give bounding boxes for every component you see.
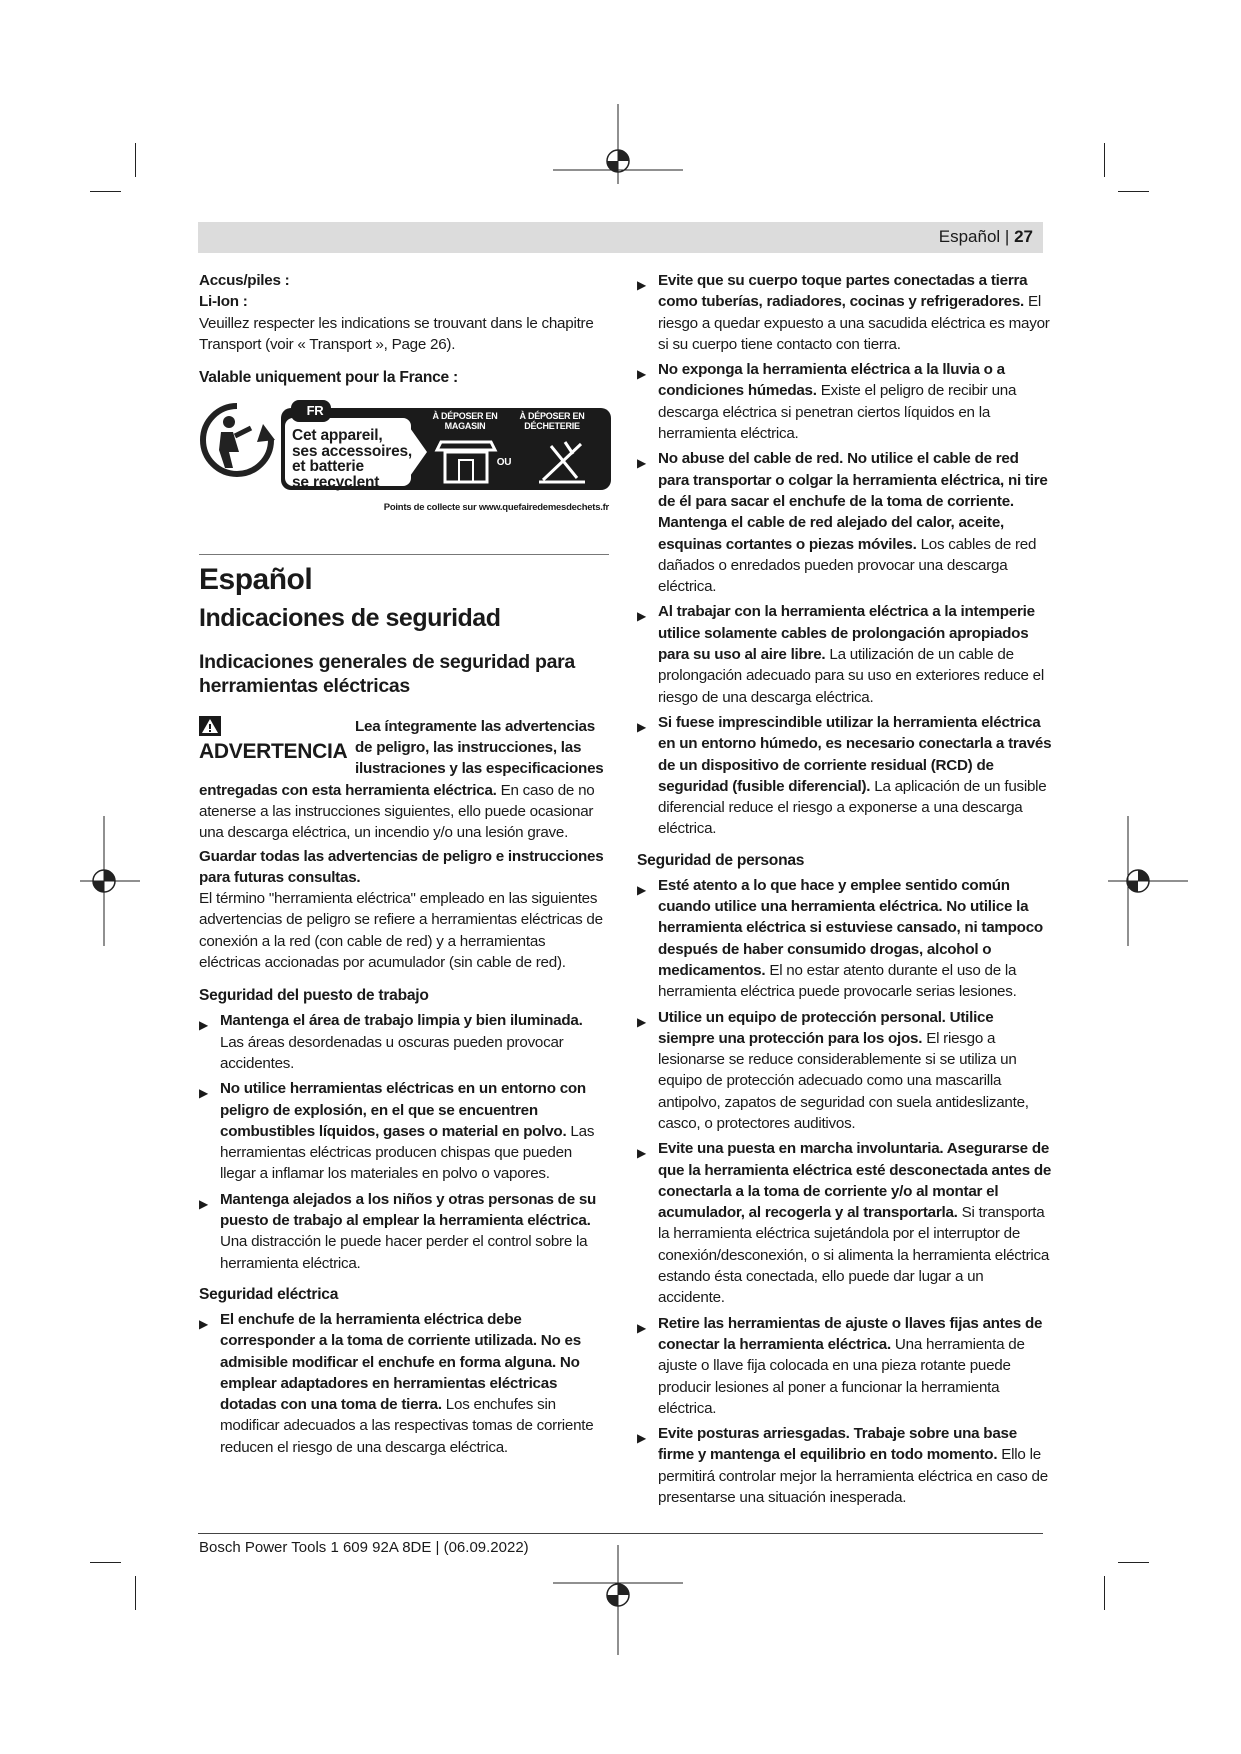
warning-bold: Lea íntegramente las advertencias de peligro, las instrucciones, las ilustraciones y las especificaciones entregadas con esta herramienta eléctrica. xyxy=(199,717,604,799)
fr-badge: FR xyxy=(306,403,324,419)
general-title: Indicaciones generales de seguridad para herramientas eléctricas xyxy=(199,650,575,697)
bullet-arrow-icon: ▶ xyxy=(637,456,646,471)
triman-icon xyxy=(199,402,275,478)
list-item: ▶ No exponga la herramienta eléctrica a la lluvia o a condiciones húmedas. Existe el peligro de recibir una descarga eléctrica si penetran ciertos líquidos en la herramienta eléctrica. xyxy=(637,361,1017,443)
work-area-title: Seguridad del puesto de trabajo xyxy=(199,987,429,1005)
collect-points: Points de collecte sur www.quefairedemesdechets.fr xyxy=(383,502,609,514)
bullet-arrow-icon: ▶ xyxy=(199,1018,208,1033)
recycle-line-1: Cet appareil, xyxy=(292,427,383,445)
france-title: Valable uniquement pour la France : xyxy=(199,369,459,387)
registration-mark-icon xyxy=(1108,816,1198,946)
list-item: ▶ Al trabajar con la herramienta eléctrica a la intemperie utilice solamente cables de prolongación apropiados para su uso al aire libre. La utilización de un cable de prolongación adecuado para su uso en exteriores reduce el riesgo de una descarga eléctrica. xyxy=(637,603,1044,706)
bullet-arrow-icon: ▶ xyxy=(199,1086,208,1101)
registration-mark-icon xyxy=(553,1545,683,1655)
page-header: Español | 27 xyxy=(198,222,1043,253)
bullet-arrow-icon: ▶ xyxy=(637,1431,646,1446)
list-item: ▶ No abuse del cable de red. No utilice el cable de red para transportar o colgar la herramienta eléctrica, ni tire de él para sacar el enchufe de la toma de corriente. Mantenga el cable de red alejado del calor, aceite, esquinas cortantes o piezas móviles. Los cables de red dañados o enredados pueden provocar una descarga eléctrica. xyxy=(637,450,1048,596)
warning-word: ADVERTENCIA xyxy=(199,739,348,763)
section-divider xyxy=(199,554,609,555)
list-item: ▶ Mantenga alejados a los niños y otras personas de su puesto de trabajo al emplear la herramienta eléctrica. Una distracción le puede hacer perder el control sobre la herramienta eléctrica. xyxy=(199,1190,597,1272)
store-label: À DÉPOSER EN MAGASIN xyxy=(432,411,498,432)
bullet-arrow-icon: ▶ xyxy=(637,882,646,897)
warning-text: En caso de no atenerse a las instrucciones siguientes, ello puede ocasionar una descarga eléctrica, un incendio y/o una lesión grave. xyxy=(199,781,595,842)
page-number: 27 xyxy=(1014,227,1033,246)
registration-mark-icon xyxy=(553,104,683,214)
bullet-arrow-icon: ▶ xyxy=(637,1320,646,1335)
bullet-arrow-icon: ▶ xyxy=(637,367,646,382)
liion-title: Li-Ion : xyxy=(199,293,248,311)
registration-mark-icon xyxy=(80,816,140,946)
recycle-line-2: ses accessoires, xyxy=(292,442,413,460)
bullet-arrow-icon: ▶ xyxy=(637,719,646,734)
bullet-arrow-icon: ▶ xyxy=(199,1316,208,1331)
left-column xyxy=(199,270,609,1458)
list-item: ▶ No utilice herramientas eléctricas en un entorno con peligro de explosión, en el que se encuentren combustibles líquidos, gases o material en polvo. Las herramientas eléctricas producen chispas que pueden llegar a inflamar los materiales en polvo o vapores. xyxy=(199,1080,595,1183)
page-footer: Bosch Power Tools 1 609 92A 8DE | (06.09.2022) xyxy=(199,1539,529,1556)
list-item: ▶ Mantenga el área de trabajo limpia y bien iluminada. Las áreas desordenadas u oscuras pueden provocar accidentes. xyxy=(199,1012,583,1072)
work-area-list xyxy=(199,1010,609,1274)
bullet-arrow-icon: ▶ xyxy=(637,278,646,292)
list-item: ▶ Retire las herramientas de ajuste o llaves fijas antes de conectar la herramienta eléctrica. Una herramienta de ajuste o llave fija colocada en una pieza rotante puede producir lesiones al poner a funcionar la herramienta eléctrica. xyxy=(637,1314,1043,1417)
liion-text: Veuillez respecter les indications se trouvant dans le chapitre Transport (voir « Transport », Page 26). xyxy=(199,314,594,353)
header-section: Español xyxy=(938,227,1001,246)
term-definition: El término "herramienta eléctrica" empleado en las siguientes advertencias de peligro se refiere a herramientas eléctricas de conexión a la red (con cable de red) y a herramientas eléctricas accionadas por acumulador (sin cable de red). xyxy=(199,890,603,972)
recycle-line-4: se recyclent xyxy=(292,473,380,491)
list-item: ▶ Evite posturas arriesgadas. Trabaje sobre una base firme y mantenga el equilibrio en todo momento. Ello le permitirá controlar mejor la herramienta eléctrica en caso de presentarse una situación inesperada. xyxy=(637,1425,1048,1507)
language-title: Español xyxy=(199,563,313,597)
personal-safety-title: Seguridad de personas xyxy=(637,851,805,869)
list-item: ▶ El enchufe de la herramienta eléctrica debe corresponder a la toma de corriente utilizada. No es admisible modificar el enchufe en forma alguna. No emplear adaptadores en herramientas eléctricas dotadas con una toma de tierra. Los enchufes sin modificar adecuados a las respectivas tomas de corriente reducen el riesgo de una descarga eléctrica. xyxy=(199,1310,594,1456)
recycle-line-3: et batterie xyxy=(292,458,364,476)
accus-title: Accus/piles : xyxy=(199,272,290,289)
dump-label: À DÉPOSER EN DÉCHETERIE xyxy=(519,411,585,432)
triman-recycle-logo xyxy=(199,398,609,516)
list-item: ▶ Utilice un equipo de protección personal. Utilice siempre una protección para los ojos. El riesgo a lesionarse se reduce considerablemente si se utiliza un equipo de protección adecuado como una mascarilla antipolvo, zapatos de seguridad con suela antideslizante, casco, o protectores auditivos. xyxy=(637,1008,1029,1132)
list-item: ▶ Si fuese imprescindible utilizar la herramienta eléctrica en un entorno húmedo, es necesario conectarla a través de un dispositivo de corriente residual (RCD) de seguridad (fusible diferencial). La aplicación de un fusible diferencial reduce el riesgo a exponerse a una descarga eléctrica. xyxy=(637,713,1052,838)
electrical-title: Seguridad eléctrica xyxy=(199,1285,339,1303)
warning-triangle-icon xyxy=(199,716,221,736)
safety-title: Indicaciones de seguridad xyxy=(199,604,501,633)
bullet-arrow-icon: ▶ xyxy=(637,1014,646,1029)
list-item: ▶ Evite que su cuerpo toque partes conectadas a tierra como tuberías, radiadores, cocinas y refrigeradores. El riesgo a quedar expuesto a una sacudida eléctrica es mayor si su cuerpo tiene contacto con tierra. xyxy=(637,272,1050,353)
bullet-arrow-icon: ▶ xyxy=(637,609,646,624)
or-label: OU xyxy=(496,457,512,469)
bullet-arrow-icon: ▶ xyxy=(199,1196,208,1211)
keep-instructions: Guardar todas las advertencias de peligro e instrucciones para futuras consultas. xyxy=(199,847,604,886)
list-item: ▶ Esté atento a lo que hace y emplee sentido común cuando utilice una herramienta eléctrica. No utilice la herramienta eléctrica si estuviese cansado, ni tampoco después de haber consumido drogas, alcohol o medicamentos. El no estar atento durante el uso de la herramienta eléctrica puede provocarle serias lesiones. xyxy=(637,876,1043,1001)
footer-rule xyxy=(198,1533,1043,1534)
right-column xyxy=(637,270,1052,1508)
bullet-arrow-icon: ▶ xyxy=(637,1146,646,1161)
list-item: ▶ Evite una puesta en marcha involuntaria. Asegurarse de que la herramienta eléctrica esté desconectada antes de conectarla a la toma de corriente y/o al montar el acumulador, al recogerla y al transportarla. Si transporta la herramienta eléctrica sujetándola por el interruptor de conexión/desconexión, o si alimenta la herramienta eléctrica estando ésta conectada, ello puede dar lugar a un accidente. xyxy=(637,1140,1052,1307)
warning-block xyxy=(199,716,609,844)
